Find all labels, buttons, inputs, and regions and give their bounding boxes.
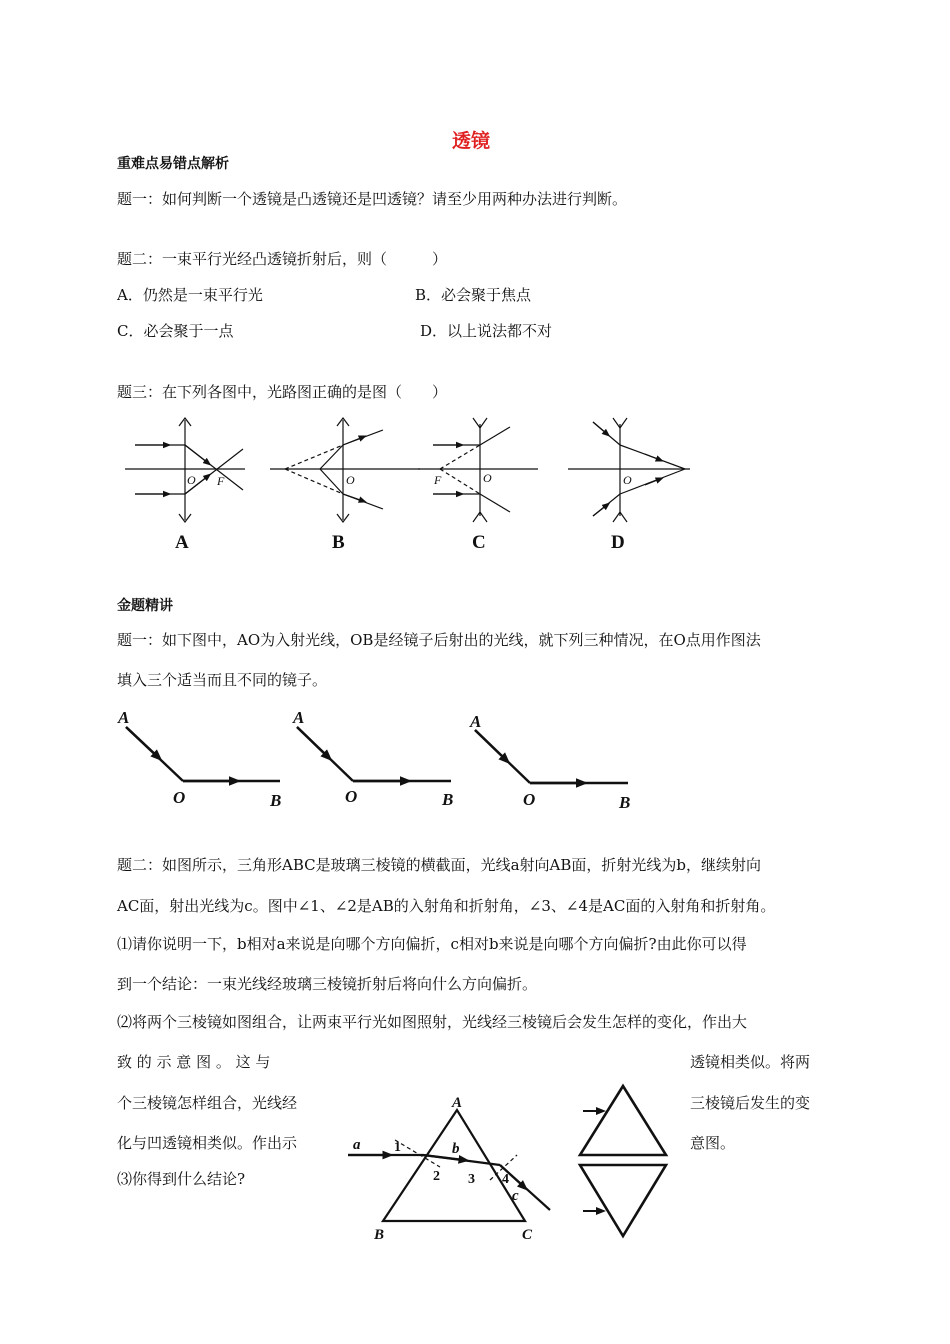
prism-vertex-c: C xyxy=(522,1227,533,1243)
caption-a: A xyxy=(175,532,189,553)
lower-prism xyxy=(580,1165,666,1236)
mirror-ray-figures xyxy=(110,705,650,815)
golden-q2-part1-a: ⑴请你说明一下，b相对a来说是向哪个方向偏折，c相对b来说是向哪个方向偏折?由此你可以得 xyxy=(117,935,747,953)
angle-label-3: 3 xyxy=(468,1172,475,1187)
upper-prism xyxy=(580,1086,666,1155)
angle-label-2: 2 xyxy=(433,1169,440,1184)
caption-d: D xyxy=(611,532,625,553)
golden-q2-part3: ⑶你得到什么结论? xyxy=(117,1170,246,1188)
golden-q2-part2-b-left: 致 的 示 意 图 。 这 与 xyxy=(117,1053,271,1071)
ray-figure-1 xyxy=(117,708,281,810)
ray-figure-2 xyxy=(292,708,453,809)
golden-q1-line2: 填入三个适当而且不同的镜子。 xyxy=(117,671,328,689)
caption-c: C xyxy=(472,532,486,553)
label-b-2: B xyxy=(442,790,454,809)
label-a-3: A xyxy=(470,712,482,731)
golden-q2-part2-d-right: 意图。 xyxy=(690,1134,736,1152)
prism-figure xyxy=(340,1085,580,1245)
lens-diagram-c xyxy=(418,418,538,522)
label-o-2: O xyxy=(345,787,358,806)
lens-diagrams xyxy=(115,412,715,522)
question-3-stem: 题三：在下列各图中，光路图正确的是图（ ） xyxy=(117,383,448,401)
golden-q2-part2-d-left: 化与凹透镜相类似。作出示 xyxy=(117,1134,298,1152)
golden-q2-line2: AC面，射出光线为c。图中∠1、∠2是AB的入射角和折射角，∠3、∠4是AC面的入射角和折射角。 xyxy=(117,897,776,915)
label-o-3: O xyxy=(523,790,536,809)
prism-vertex-a: A xyxy=(452,1095,463,1111)
golden-q2-line1: 题二：如图所示，三角形ABC是玻璃三棱镜的横截面，光线a射向AB面，折射光线为b，继续射向 xyxy=(117,856,762,874)
angle-label-4: 4 xyxy=(502,1172,509,1187)
ray-label-c: c xyxy=(512,1188,519,1204)
question-2-stem: 题二：一束平行光经凸透镜折射后，则（ ） xyxy=(117,250,448,268)
golden-q2-part2-b-right: 透镜相类似。将两 xyxy=(690,1053,811,1071)
option-a: A．仍然是一束平行光 xyxy=(117,286,263,304)
label-o-1: O xyxy=(173,788,186,807)
label-b-1: B xyxy=(270,791,282,810)
ray-figure-3 xyxy=(469,712,630,812)
label-f-c: F xyxy=(434,473,442,487)
lens-diagram-d xyxy=(568,418,690,522)
label-o-c: O xyxy=(483,471,492,485)
golden-q1-line1: 题一：如下图中，AO为入射光线，OB是经镜子后射出的光线，就下列三种情况，在O点用作图法 xyxy=(117,631,761,649)
prism-vertex-b: B xyxy=(374,1227,385,1243)
section-heading-key-problems: 金题精讲 xyxy=(117,598,173,614)
label-f-a: F xyxy=(217,474,225,488)
ray-label-b: b xyxy=(452,1141,460,1157)
ray-label-a: a xyxy=(353,1137,361,1153)
lens-diagram-a xyxy=(125,418,245,522)
golden-q2-part2-c-left: 个三棱镜怎样组合，光线经 xyxy=(117,1094,298,1112)
label-a-1: A xyxy=(118,708,130,727)
prism-combination-figure xyxy=(565,1078,685,1248)
option-d: D．以上说法都不对 xyxy=(420,322,553,340)
golden-q2-part2-a: ⑵将两个三棱镜如图组合，让两束平行光如图照射，光线经三棱镜后会发生怎样的变化，作出大 xyxy=(117,1013,748,1031)
lens-diagram-b xyxy=(270,418,420,522)
label-a-2: A xyxy=(293,708,305,727)
question-1-text: 题一：如何判断一个透镜是凸透镜还是凹透镜？请至少用两种办法进行判断。 xyxy=(117,190,628,208)
page-title: 透镜 xyxy=(452,130,491,152)
prism-triangle xyxy=(383,1110,525,1221)
option-b: B．必会聚于焦点 xyxy=(415,286,532,304)
angle-label-1: 1 xyxy=(394,1140,401,1155)
option-c: C．必会聚于一点 xyxy=(117,322,234,340)
golden-q2-part2-c-right: 三棱镜后发生的变 xyxy=(690,1094,811,1112)
label-o-d: O xyxy=(623,473,632,487)
label-o-b: O xyxy=(346,473,355,487)
golden-q2-part1-b: 到一个结论：一束光线经玻璃三棱镜折射后将向什么方向偏折。 xyxy=(117,975,538,993)
label-b-3: B xyxy=(619,793,631,812)
caption-b: B xyxy=(332,532,345,553)
label-o-a: O xyxy=(187,473,196,487)
section-heading-difficult-points: 重难点易错点解析 xyxy=(117,156,229,172)
